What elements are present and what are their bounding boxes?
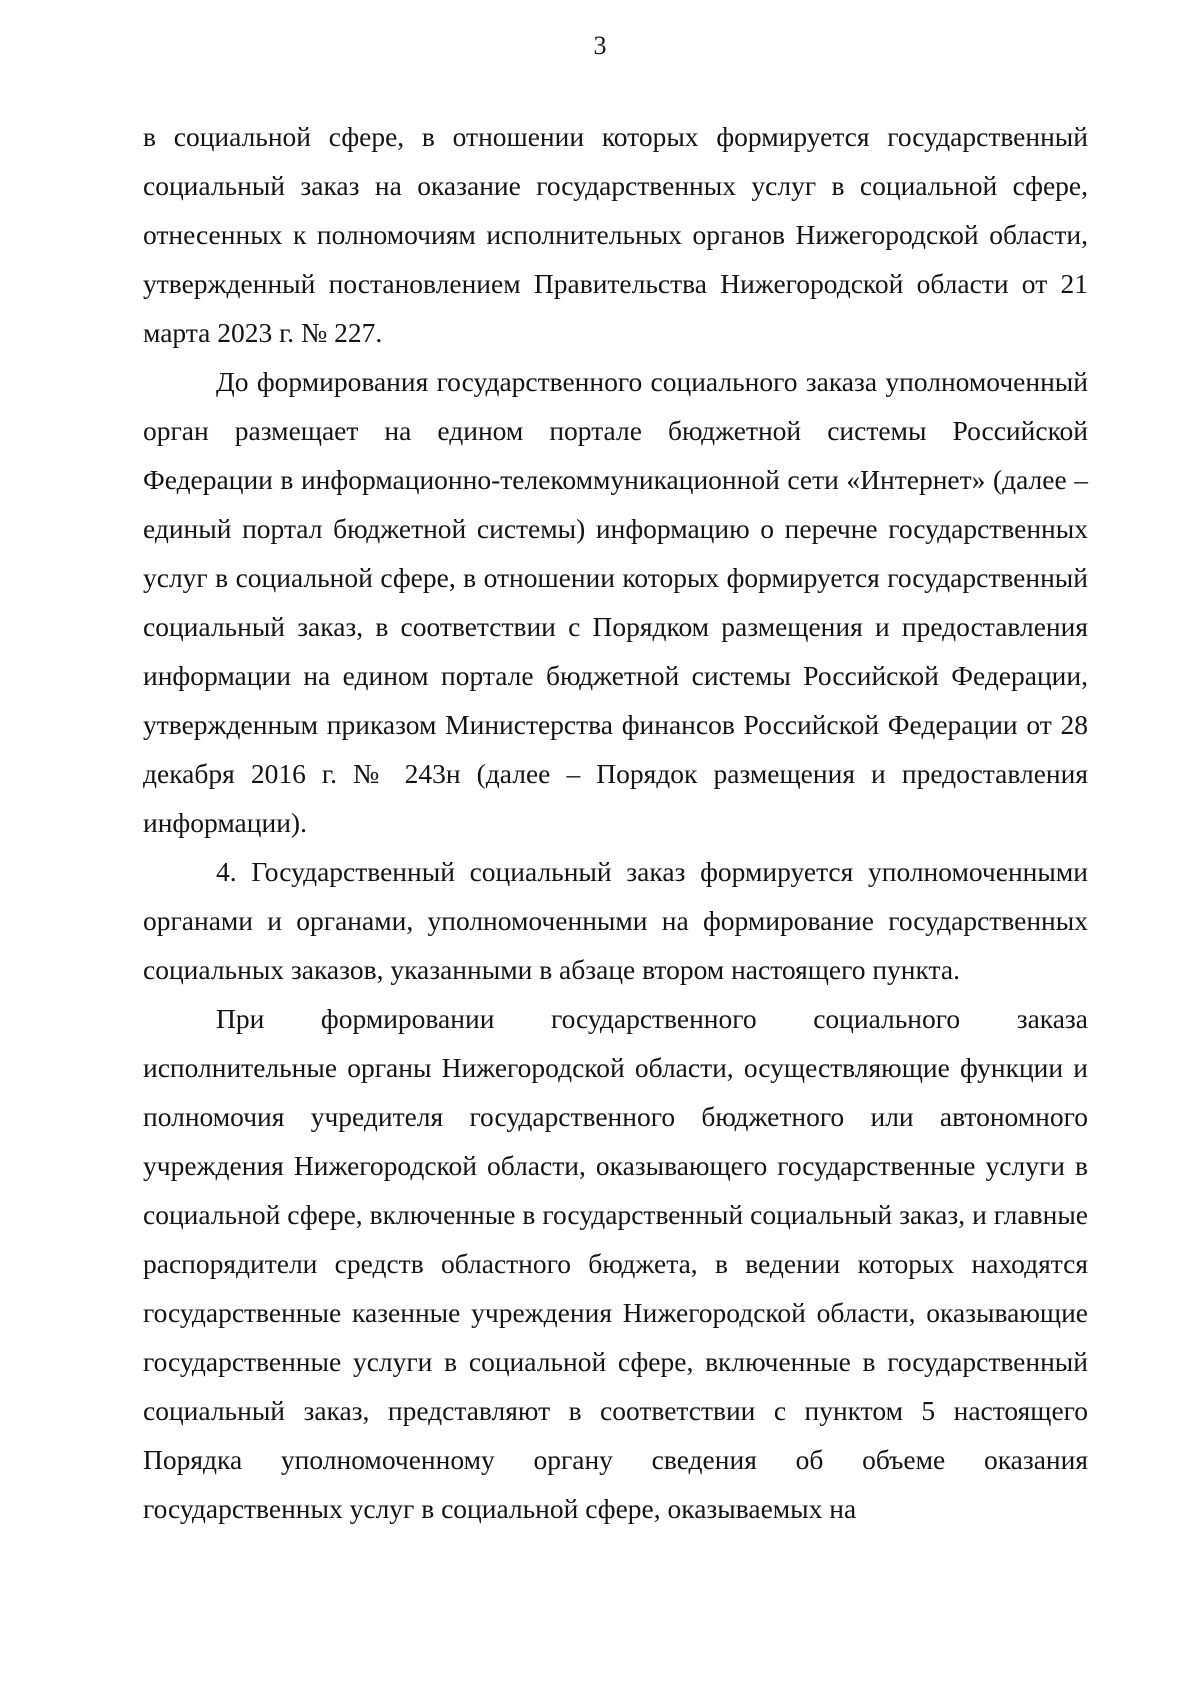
paragraph-item-4: 4. Государственный социальный заказ формируется уполномоченными органами и органами, уполномоченными на формирование государственных социальных заказов, указанными в абзаце втором настоящего пункта. xyxy=(143,856,1088,985)
document-body xyxy=(143,112,1088,1533)
page-number: 3 xyxy=(593,31,607,60)
paragraph-formation: При формировании государственного социального заказа исполнительные органы Нижегородской области, осуществляющие функции и полномочия учредителя государственного бюджетного или автономного учреждения Нижегородской области, оказывающего государственные услуги в социальной сфере, включенные в государственный социальный заказ, и главные распорядители средств областного бюджета, в ведении которых находятся государственные казенные учреждения Нижегородской области, оказывающие государственные услуги в социальной сфере, включенные в государственный социальный заказ, представляют в соответствии с пунктом 5 настоящего Порядка уполномоченному органу сведения об объеме оказания государственных услуг в социальной сфере, оказываемых на xyxy=(143,1003,1088,1524)
paragraph-continuation: в социальной сфере, в отношении которых формируется государственный социальный заказ на оказание государственных услуг в социальной сфере, отнесенных к полномочиям исполнительных органов Нижегородской области, утвержденный постановлением Правительства Нижегородской области от 21 марта 2023 г. № 227. xyxy=(143,121,1088,348)
paragraph-portal-info: До формирования государственного социального заказа уполномоченный орган размещает на едином портале бюджетной системы Российской Федерации в информационно-телекоммуникационной сети «Интернет» (далее – единый портал бюджетной системы) информацию о перечне государственных услуг в социальной сфере, в отношении которых формируется государственный социальный заказ, в соответствии с Порядком размещения и предоставления информации на едином портале бюджетной системы Российской Федерации, утвержденным приказом Министерства финансов Российской Федерации от 28 декабря 2016 г. № 243н (далее – Порядок размещения и предоставления информации). xyxy=(143,366,1088,838)
